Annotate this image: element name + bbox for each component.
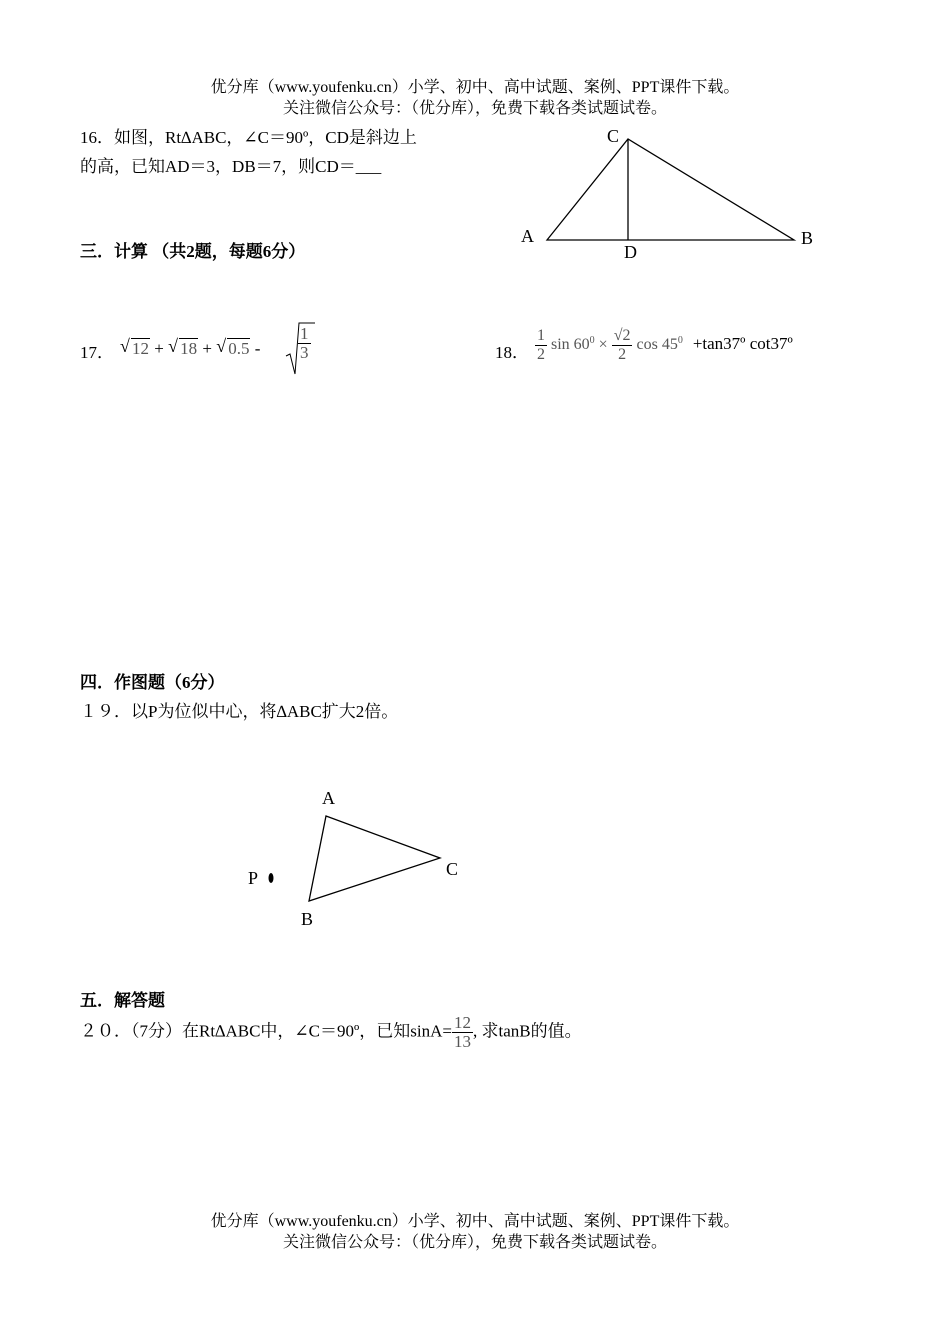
label-c: C — [446, 859, 459, 879]
section-5-title: 五．解答题 — [80, 991, 165, 1010]
degree-sup: 0 — [677, 334, 683, 346]
q20-prefix: ２０．（7分）在Rt∆ABC中，∠C＝90º，已知sinA= — [80, 1021, 452, 1041]
section-4-title: 四．作图题（6分） — [80, 673, 225, 692]
triangle-abc-q19 — [309, 816, 440, 901]
label-a: A — [322, 788, 335, 808]
times-sign: × — [598, 336, 608, 354]
footer-line-2: 关注微信公众号：（优分库），免费下载各类试题试卷。 — [282, 1234, 667, 1251]
q16-triangle-figure — [510, 120, 830, 265]
q17-expression — [120, 338, 260, 359]
q16-text-line-2: 的高，已知AD＝3，DB＝7，则CD＝___ — [80, 157, 382, 176]
minus-sign: - — [254, 339, 261, 358]
sqrt-12: √ 12 — [120, 336, 149, 358]
section-3-title: 三．计算 （共2题，每题6分） — [80, 242, 306, 261]
plus-sign: + — [202, 339, 212, 358]
header-line-1: 优分库（www.youfenku.cn）小学、初中、高中试题、案例、PPT课件下载。 — [210, 79, 740, 96]
footer-line-1: 优分库（www.youfenku.cn）小学、初中、高中试题、案例、PPT课件下载。 — [210, 1213, 740, 1230]
q18-expression — [535, 327, 793, 364]
label-b: B — [301, 909, 314, 929]
fraction-1-2: $\frac{1}{2}$ — [537, 327, 545, 363]
fraction-sqrt2-2: $\frac{√2}{2}$ — [613, 327, 631, 363]
sqrt-18: √ 18 — [168, 336, 198, 358]
point-p — [269, 873, 274, 883]
q18-number: 18． — [495, 343, 529, 362]
label-a: A — [521, 226, 534, 246]
label-d: D — [624, 242, 637, 262]
fraction-1-3: $\frac{1}{3}$ — [300, 324, 309, 362]
label-b: B — [801, 228, 814, 248]
label-p: P — [248, 868, 259, 888]
q20-text — [80, 1014, 582, 1051]
q20-suffix: , 求tanB的值。 — [472, 1021, 582, 1041]
plus-sign: + — [154, 339, 164, 358]
header-line-2: 关注微信公众号：（优分库），免费下载各类试题试卷。 — [282, 100, 667, 117]
q19-text: １９．以P为位似中心，将∆ABC扩大2倍。 — [80, 702, 399, 721]
q17-number: 17． — [80, 343, 114, 362]
cos-45: cos 45 — [636, 336, 678, 354]
fraction-12-13: $\frac{12}{13}$ — [453, 1013, 471, 1051]
degree-sup: 0 — [589, 334, 595, 346]
tan-cot-term: +tan37º cot37º — [692, 334, 793, 354]
sqrt-0-5: √ 0.5 — [216, 336, 250, 358]
triangle-abc — [547, 139, 794, 240]
q19-figure — [240, 780, 480, 930]
label-c: C — [607, 126, 620, 146]
sin-60: sin 60 — [551, 336, 590, 354]
q16-text-line-1: 16．如图，Rt∆ABC，∠C＝90º，CD是斜边上 — [80, 128, 417, 147]
